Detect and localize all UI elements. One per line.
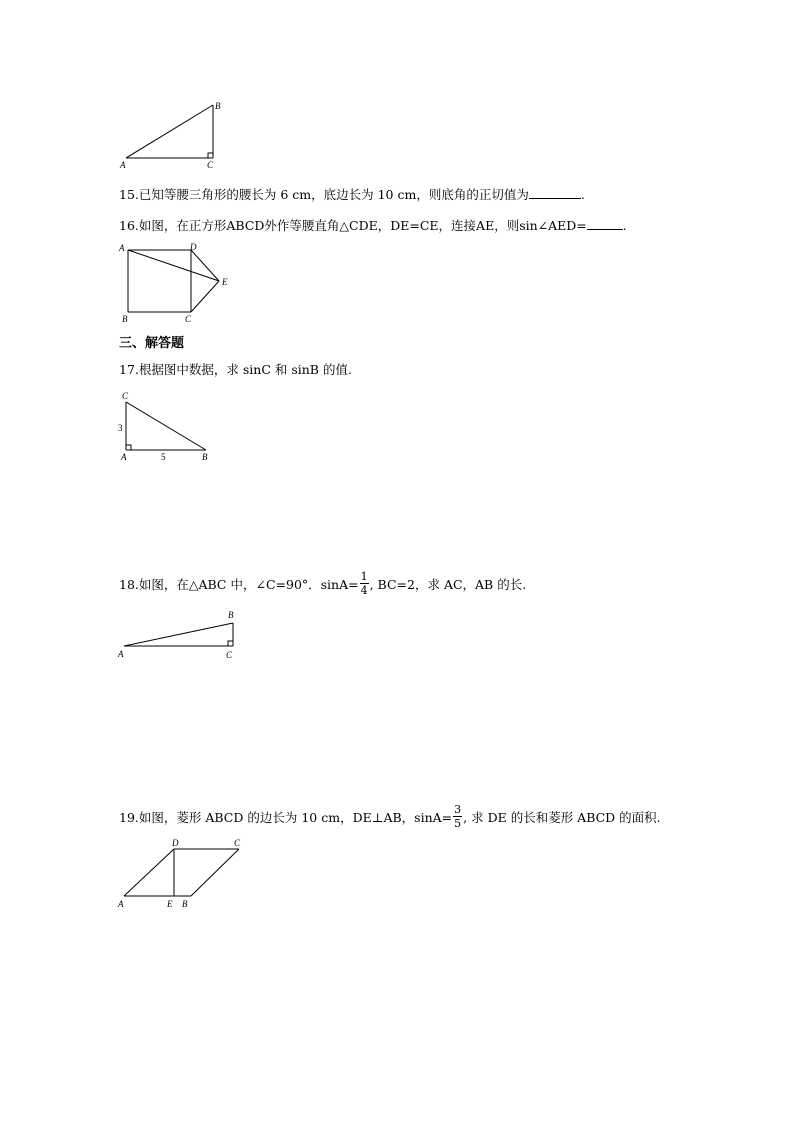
question-15 [119,188,585,202]
label-b: B [122,314,128,324]
question-16-end: . [622,218,627,233]
figure-16-square [112,238,242,324]
question-16-text: 16.如图，在正方形ABCD外作等腰直角△CDE，DE=CE，连接AE，则sin∠AED= [119,218,587,233]
label-a: A [118,649,124,659]
answer-blank-15 [529,188,581,199]
label-c: C [185,314,192,324]
question-19-prefix: 19.如图，菱形 ABCD 的边长为 10 cm，DE⊥AB，sinA= [119,810,453,825]
label-a: A [118,899,124,909]
figure-top-triangle [110,95,230,175]
question-16 [119,219,627,233]
label-b: B [182,899,188,909]
label-c: C [234,838,241,848]
label-b: B [228,610,234,620]
question-18-prefix: 18.如图，在△ABC 中，∠C=90°．sinA= [119,577,359,592]
side-ac-length: 3 [118,423,123,433]
question-19-suffix: , 求 DE 的长和菱形 ABCD 的面积. [463,810,661,825]
side-ab-length: 5 [161,452,166,462]
question-15-text: 15.已知等腰三角形的腰长为 6 cm，底边长为 10 cm，则底角的正切值为 [119,187,529,202]
question-17 [119,364,352,377]
label-b: B [202,452,208,462]
figure-18-triangle [112,606,247,666]
answer-blank-16 [587,219,623,230]
side-bc [191,849,239,896]
fraction-denominator: 5 [454,817,462,830]
label-a: A [121,452,127,462]
side-ab [126,105,213,158]
label-c: C [122,391,129,401]
question-17-text: 17.根据图中数据，求 sinC 和 sinB 的值. [119,362,352,377]
label-a: A [120,160,126,170]
label-d: D [172,838,179,848]
fraction-one-quarter [360,571,369,596]
label-c: C [207,160,214,170]
fraction-numerator: 3 [454,803,462,816]
side-ab [124,623,233,646]
right-angle-mark [228,641,233,646]
question-18-suffix: , BC=2，求 AC，AB 的长. [369,577,527,592]
question-18 [119,570,527,598]
side-cb [126,402,206,450]
section-3-heading: 三、解答题 [119,336,185,351]
side-ce [191,281,219,312]
fraction-denominator: 4 [360,584,368,597]
figure-17-triangle [112,388,222,468]
label-c: C [226,650,233,660]
label-e: E [167,899,173,909]
label-b: B [215,101,221,111]
figure-19-rhombus [112,836,252,916]
fraction-three-fifths [453,804,462,829]
question-15-end: . [580,187,585,202]
label-d: D [190,242,197,252]
label-a: A [119,243,125,253]
right-angle-mark [126,445,131,450]
question-19 [119,803,661,831]
side-ad [124,849,174,896]
right-angle-mark [208,153,213,158]
fraction-numerator: 1 [360,570,368,583]
label-e: E [222,277,228,287]
